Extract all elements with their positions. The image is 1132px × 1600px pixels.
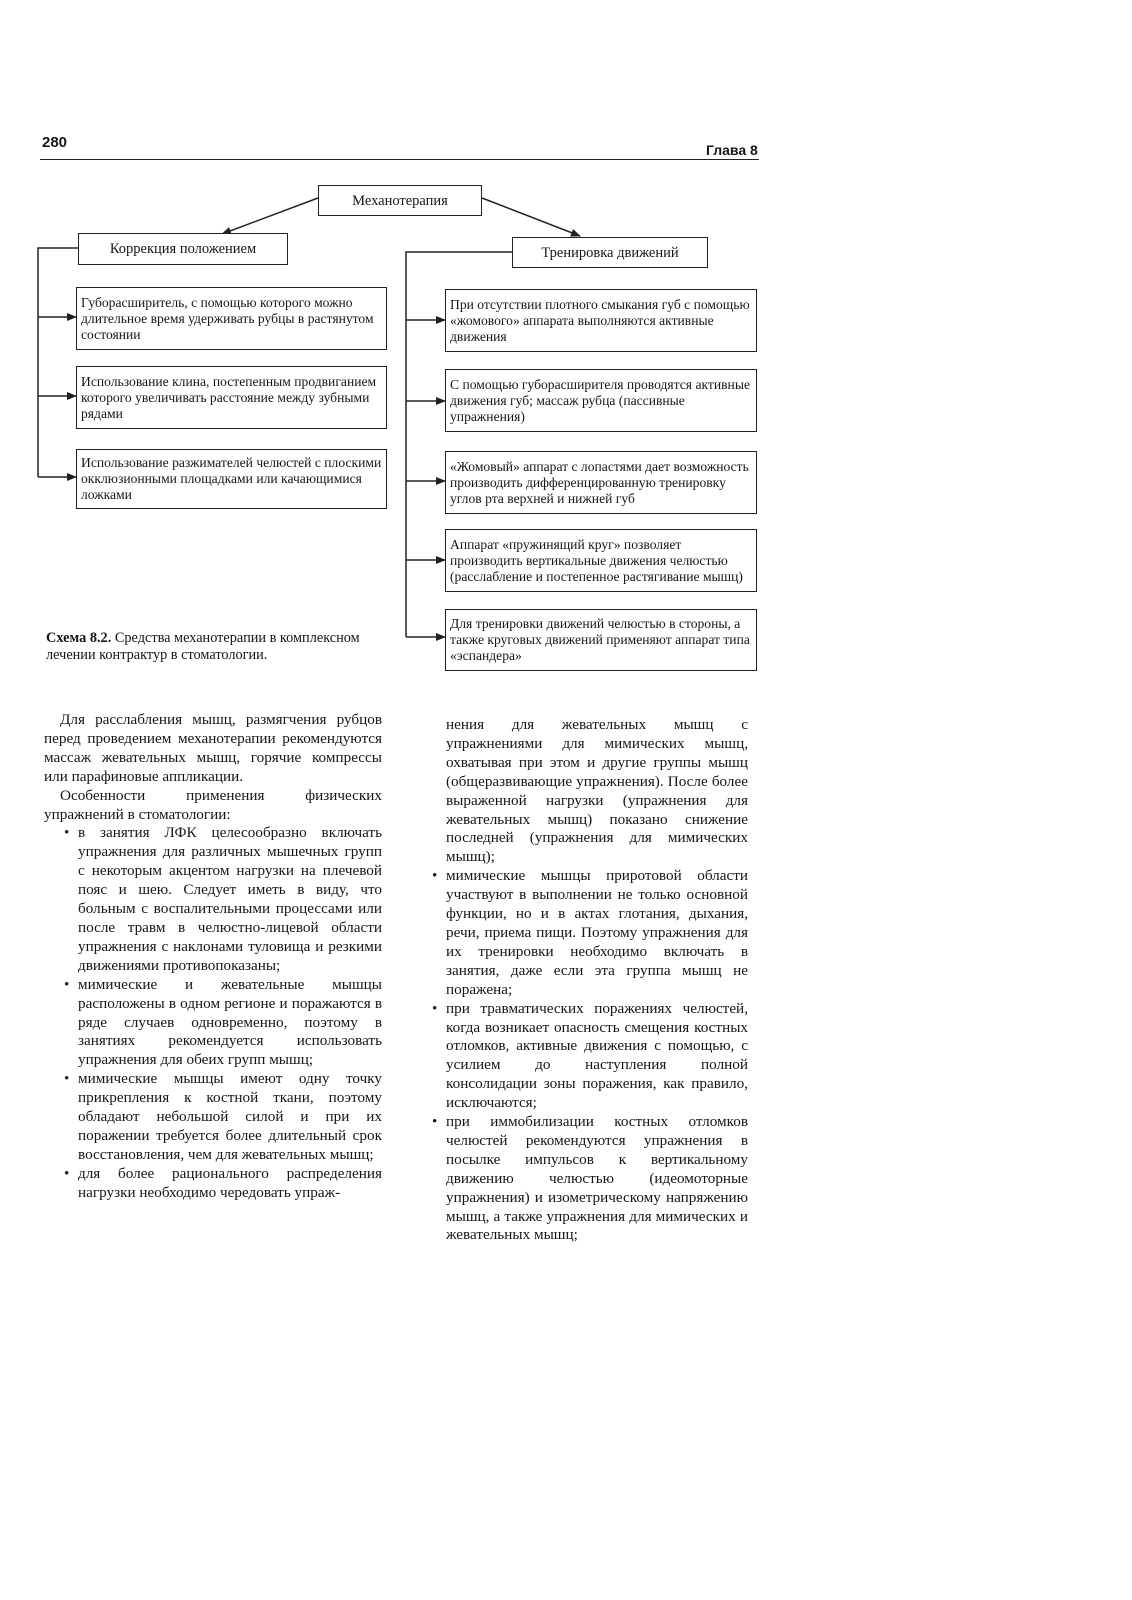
list-item: • мимические мышцы приротовой области участвуют в выполнении не только основной функции, но и в актах глотания, дыхания, речи, приема пищи. Поэтому упражнения для их тренировки необходимо включать в занятия, даже если эта группа мышц не поражена; xyxy=(430,867,748,999)
list-item: • для более рационального распределения нагрузки необходимо чередовать упраж- xyxy=(62,1165,382,1203)
right-item-box xyxy=(445,369,757,432)
paragraph: Для расслабления мышц, размягчения рубцов перед проведением механотерапии рекомендуются массаж жевательных мышц, горячие компрессы или парафиновые аппликации. xyxy=(44,711,382,785)
left-item-box xyxy=(76,366,387,429)
right-item-text: «Жомовый» аппарат с лопастями дает возможность производить дифференцированную тренировку углов рта верхней и нижней губ xyxy=(450,458,749,506)
paragraph: Особенности применения физических упражнений в стоматологии: xyxy=(44,786,382,823)
caption-text: Средства механотерапии в комплексном лечении контрактур в стоматологии. xyxy=(46,630,360,663)
root-label: Механотерапия xyxy=(352,192,448,209)
text-column-left xyxy=(44,711,382,1203)
right-branch-label: Тренировка движений xyxy=(541,244,679,261)
list-item: • при иммобилизации костных отломков челюстей рекомендуются упражнения в посылке импульсов к вертикальному движению челюстью (идеомоторные упражнения) и изометрическому напряжению мышц, а также упражнения для мимических и жевательных мышц; xyxy=(430,1113,748,1245)
right-item-box xyxy=(445,609,757,671)
right-item-text: С помощью губорасширителя проводятся активные движения губ; массаж рубца (пассивные упражнения) xyxy=(450,376,750,424)
right-branch-box xyxy=(512,237,708,268)
list-item: • мимические и жевательные мышцы расположены в одном регионе и поражаются в ряде случаев одновременно, поэтому в занятиях рекомендуется использовать упражнения для обеих групп мышц; xyxy=(62,976,382,1071)
list-item: • при травматических поражениях челюстей, когда возникает опасность смещения костных отломков, активные движения с помощью, с усилием до наступления полной консолидации зоны поражения, как правило, исключаются; xyxy=(430,1000,748,1113)
bullet-list xyxy=(44,824,382,1202)
left-trunk xyxy=(38,248,78,477)
root-box xyxy=(318,185,482,216)
left-item-box xyxy=(76,449,387,509)
right-item-box xyxy=(445,529,757,592)
page-number: 280 xyxy=(42,134,68,151)
right-item-box xyxy=(445,289,757,352)
text-column-right xyxy=(430,716,748,1245)
right-item-box xyxy=(445,451,757,514)
caption-label: Схема 8.2. xyxy=(46,630,112,646)
left-item-box xyxy=(76,287,387,350)
left-branch-label: Коррекция положением xyxy=(109,241,257,257)
arrow-root-to-left xyxy=(222,198,318,234)
left-branch-box xyxy=(78,233,288,265)
paragraph-continuation: нения для жевательных мышц с упражнениями для мимических мышц, охватывая при этом и другие группы мышц (общеразвивающие упражнения). После более выраженной нагрузки (упражнения для жевательных мышц) показано снижение последней (упражнения для мимических мышц); xyxy=(446,716,748,866)
left-item-text: Использование разжимателей челюстей с плоскими окклюзионными площадками или качающимися ложками xyxy=(81,455,382,502)
arrow-root-to-right xyxy=(482,198,580,236)
left-item-text: Губорасширитель, с помощью которого можно длительное время удерживать рубцы в растянутом состоянии xyxy=(81,294,374,342)
bullet-list xyxy=(430,867,748,1245)
right-item-text: Для тренировки движений челюстью в стороны, а также круговых движений применяют аппарат типа «эспандера» xyxy=(450,616,750,663)
list-item: • мимические мышцы имеют одну точку прикрепления к костной ткани, поэтому обладают небольшой силой и при их поражении требуется более длительный срок восстановления, чем для жевательных мышц; xyxy=(62,1070,382,1165)
diagram-caption xyxy=(46,630,386,664)
left-item-text: Использование клина, постепенным продвиганием которого увеличивать расстояние между зубными рядами xyxy=(81,373,377,421)
right-item-text: Аппарат «пружинящий круг» позволяет производить вертикальные движения челюстью (расслабление и постепенное растягивание мышц) xyxy=(450,536,743,584)
right-item-text: При отсутствии плотного смыкания губ с помощью «жомового» аппарата выполняются активные движения xyxy=(450,296,750,344)
chapter-title: Глава 8 xyxy=(706,142,758,158)
list-item: • в занятия ЛФК целесообразно включать упражнения для различных мышечных групп с некоторым акцентом нагрузки на плечевой пояс и шею. Следует иметь в виду, что больным с воспалительными процессами или после травм в челюстно-лицевой области упражнения с наклонами туловища и резкими движениями противопоказаны; xyxy=(62,824,382,975)
